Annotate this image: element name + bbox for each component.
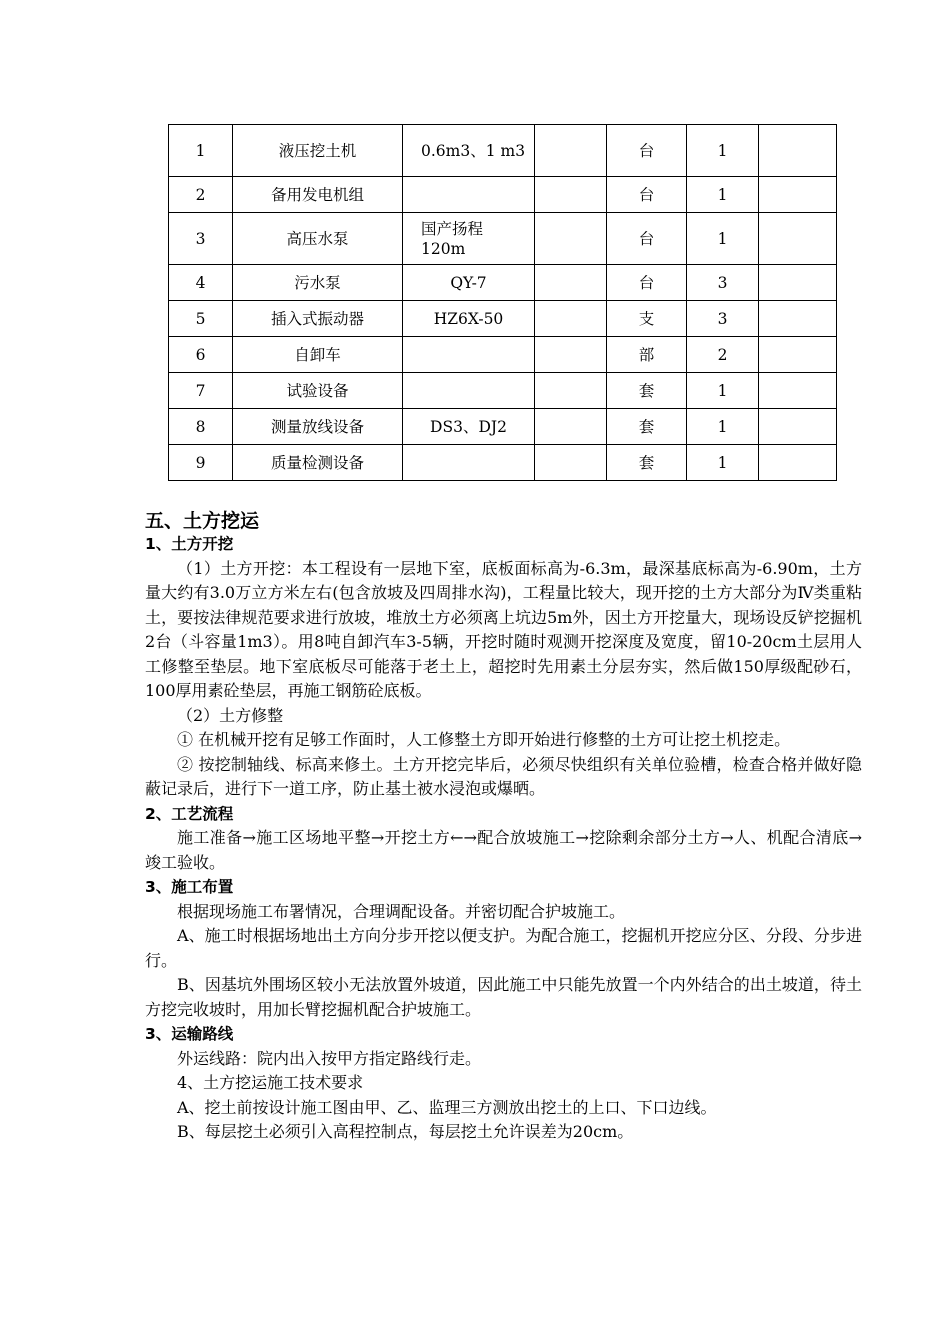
cell-empty — [535, 177, 607, 213]
heading-construction-layout: 3、施工布置 — [145, 878, 234, 896]
cell-unit: 台 — [607, 265, 687, 301]
cell-remark — [759, 373, 837, 409]
para-excavation-3: ① 在机械开挖有足够工作面时，人工修整土方即开始进行修整的土方可让挖土机挖走。 — [177, 730, 791, 749]
table-row — [169, 373, 837, 409]
heading-process-flow: 2、工艺流程 — [145, 804, 234, 823]
para-route-4: B、每层挖土必须引入高程控制点，每层挖土允许误差为20cm。 — [177, 1122, 634, 1141]
table-row — [169, 409, 837, 445]
para-route-3: A、挖土前按设计施工图由甲、乙、监理三方测放出挖土的上口、下口边线。 — [177, 1097, 717, 1117]
para-layout-1: 根据现场施工布署情况，合理调配设备。并密切配合护坡施工。 — [177, 901, 626, 921]
cell-spec — [403, 373, 535, 409]
table-row — [169, 177, 837, 213]
cell-name: 备用发电机组 — [233, 177, 403, 213]
cell-no: 4 — [169, 265, 233, 301]
table-row — [169, 265, 837, 301]
cell-name: 自卸车 — [233, 337, 403, 373]
cell-name: 液压挖土机 — [233, 125, 403, 177]
cell-spec: 国产扬程 120m — [403, 213, 535, 265]
table-row — [169, 301, 837, 337]
heading-earth-excavation: 1、土方开挖 — [145, 535, 234, 553]
cell-no: 5 — [169, 301, 233, 337]
cell-empty — [535, 445, 607, 481]
cell-unit: 台 — [607, 125, 687, 177]
cell-name: 质量检测设备 — [233, 445, 403, 481]
cell-spec: HZ6X-50 — [403, 301, 535, 337]
cell-qty: 1 — [687, 213, 759, 265]
cell-name: 插入式振动器 — [233, 301, 403, 337]
cell-empty — [535, 337, 607, 373]
cell-unit: 套 — [607, 409, 687, 445]
cell-spec — [403, 445, 535, 481]
cell-no: 3 — [169, 213, 233, 265]
cell-unit: 台 — [607, 213, 687, 265]
cell-name: 高压水泵 — [233, 213, 403, 265]
cell-empty — [535, 373, 607, 409]
cell-name: 试验设备 — [233, 373, 403, 409]
cell-no: 2 — [169, 177, 233, 213]
body-text — [145, 532, 862, 1145]
cell-qty: 1 — [687, 445, 759, 481]
para-process-flow: 施工准备→施工区场地平整→开挖土方←→配合放坡施工→挖除剩余部分土方→人、机配合清底→竣工验收。 — [145, 828, 862, 872]
cell-spec: QY-7 — [403, 265, 535, 301]
cell-qty: 1 — [687, 409, 759, 445]
cell-remark — [759, 409, 837, 445]
cell-spec — [403, 177, 535, 213]
table-row — [169, 125, 837, 177]
section-title: 五、土方挖运 — [145, 510, 260, 532]
cell-spec: DS3、DJ2 — [403, 409, 535, 445]
table-row — [169, 213, 837, 265]
para-layout-2: A、施工时根据场地出土方向分步开挖以便支护。为配合施工，挖掘机开挖应分区、分段、分步进行。 — [145, 926, 862, 970]
para-excavation-2: （2）土方修整 — [177, 705, 284, 725]
cell-qty: 3 — [687, 265, 759, 301]
cell-name: 污水泵 — [233, 265, 403, 301]
cell-qty: 1 — [687, 177, 759, 213]
para-route-2: 4、土方挖运施工技术要求 — [177, 1073, 364, 1092]
para-excavation-4: ② 按挖制轴线、标高来修土。土方开挖完毕后，必须尽快组织有关单位验槽，检查合格并做好隐蔽记录后，进行下一道工序，防止基土被水浸泡或爆晒。 — [145, 754, 862, 798]
cell-empty — [535, 213, 607, 265]
cell-remark — [759, 301, 837, 337]
cell-unit: 支 — [607, 301, 687, 337]
cell-qty: 1 — [687, 125, 759, 177]
cell-empty — [535, 409, 607, 445]
cell-no: 8 — [169, 409, 233, 445]
cell-unit: 部 — [607, 337, 687, 373]
cell-no: 1 — [169, 125, 233, 177]
cell-qty: 3 — [687, 301, 759, 337]
cell-remark — [759, 337, 837, 373]
cell-qty: 1 — [687, 373, 759, 409]
equipment-table — [168, 124, 837, 481]
cell-remark — [759, 265, 837, 301]
cell-empty — [535, 265, 607, 301]
cell-no: 9 — [169, 445, 233, 481]
cell-remark — [759, 445, 837, 481]
cell-name: 测量放线设备 — [233, 409, 403, 445]
cell-unit: 台 — [607, 177, 687, 213]
heading-transport-route: 3、运输路线 — [145, 1025, 234, 1043]
cell-spec: 0.6m3、1 m3 — [403, 125, 535, 177]
cell-remark — [759, 125, 837, 177]
para-route-1: 外运线路：院内出入按甲方指定路线行走。 — [177, 1048, 482, 1068]
cell-no: 6 — [169, 337, 233, 373]
cell-qty: 2 — [687, 337, 759, 373]
cell-no: 7 — [169, 373, 233, 409]
cell-remark — [759, 177, 837, 213]
cell-empty — [535, 125, 607, 177]
cell-spec — [403, 337, 535, 373]
table-row — [169, 445, 837, 481]
para-layout-3: B、因基坑外围场区较小无法放置外坡道，因此施工中只能先放置一个内外结合的出土坡道，待土方挖完收坡时，用加长臂挖掘机配合护坡施工。 — [145, 975, 862, 1019]
table-row — [169, 337, 837, 373]
cell-unit: 套 — [607, 373, 687, 409]
cell-empty — [535, 301, 607, 337]
cell-remark — [759, 213, 837, 265]
para-excavation-1: （1）土方开挖：本工程设有一层地下室，底板面标高为-6.3m，最深基底标高为-6.90m，土方量大约有3.0万立方米左右(包含放坡及四周排水沟)，工程量比较大，现开挖的土方大部分为Ⅳ类重粘土，要按法律规范要求进行放坡，堆放土方必须离上坑边5m外，因土方开挖量大，现场设反铲挖掘机2台（斗容量1m3）。用8吨自卸汽车3-5辆，开挖时随时观测开挖深度及宽度，留10-20cm土层用人工修整至垫层。地下室底板尽可能落于老土上，超挖时先用素土分层夯实，然后做150厚级配砂石，100厚用素砼垫层，再施工钢筋砼底板。 — [145, 558, 862, 700]
cell-unit: 套 — [607, 445, 687, 481]
